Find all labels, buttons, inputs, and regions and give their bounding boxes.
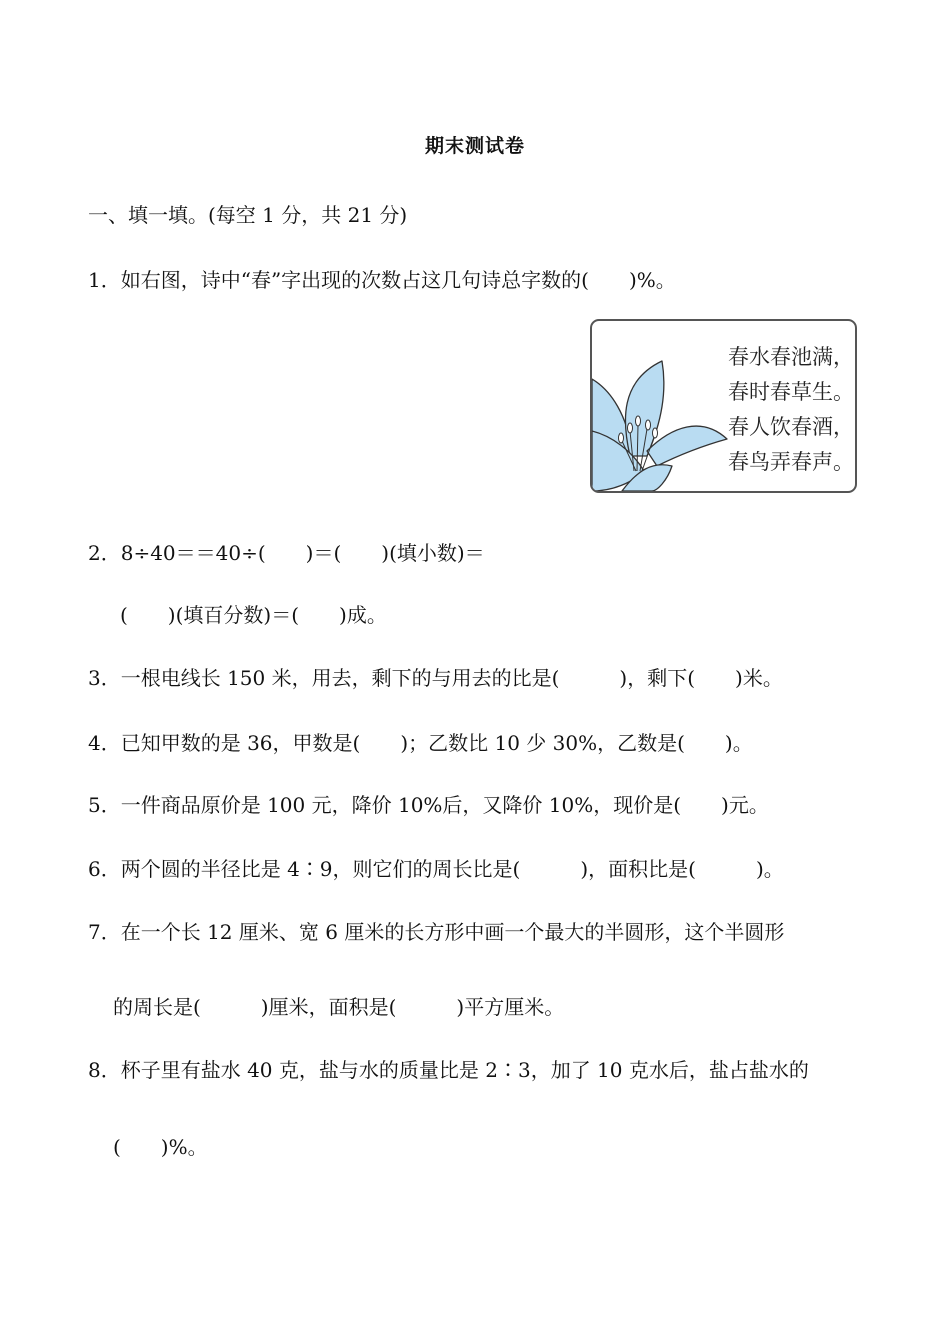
poem-illustration <box>590 319 857 493</box>
question-6: 6．两个圆的半径比是 4∶9，则它们的周长比是( )，面积比是( )。 <box>88 857 784 881</box>
question-5: 5．一件商品原价是 100 元，降价 10%后，又降价 10%，现价是( )元。 <box>88 793 769 817</box>
poem-line: 春水春池满， <box>728 345 854 369</box>
poem-line: 春鸟弄春声。 <box>728 450 854 474</box>
question-2-line-2: ( )(填百分数)＝( )成。 <box>120 603 387 627</box>
question-3: 3．一根电线长 150 米，用去，剩下的与用去的比是( )，剩下( )米。 <box>88 666 783 690</box>
question-7-line-1: 7．在一个长 12 厘米、宽 6 厘米的长方形中画一个最大的半圆形，这个半圆形 <box>88 920 785 944</box>
section-heading: 一、填一填。(每空 1 分，共 21 分) <box>88 203 408 227</box>
question-1: 1．如右图，诗中“春”字出现的次数占这几句诗总字数的( )%。 <box>88 268 676 292</box>
poem-line: 春时春草生。 <box>728 380 854 404</box>
question-8-line-2: ( )%。 <box>113 1135 208 1159</box>
poem-line: 春人饮春酒， <box>728 415 854 439</box>
question-4: 4．已知甲数的是 36，甲数是( )；乙数比 10 少 30%，乙数是( )。 <box>88 731 753 755</box>
page-title: 期末测试卷 <box>424 135 525 157</box>
poem-text <box>728 340 854 480</box>
question-2-line-1: 2．8÷40＝＝40÷( )＝( )(填小数)＝ <box>88 541 485 565</box>
question-8-line-1: 8．杯子里有盐水 40 克，盐与水的质量比是 2∶3，加了 10 克水后，盐占盐水的 <box>88 1058 809 1082</box>
question-7-line-2: 的周长是( )厘米，面积是( )平方厘米。 <box>113 995 565 1019</box>
